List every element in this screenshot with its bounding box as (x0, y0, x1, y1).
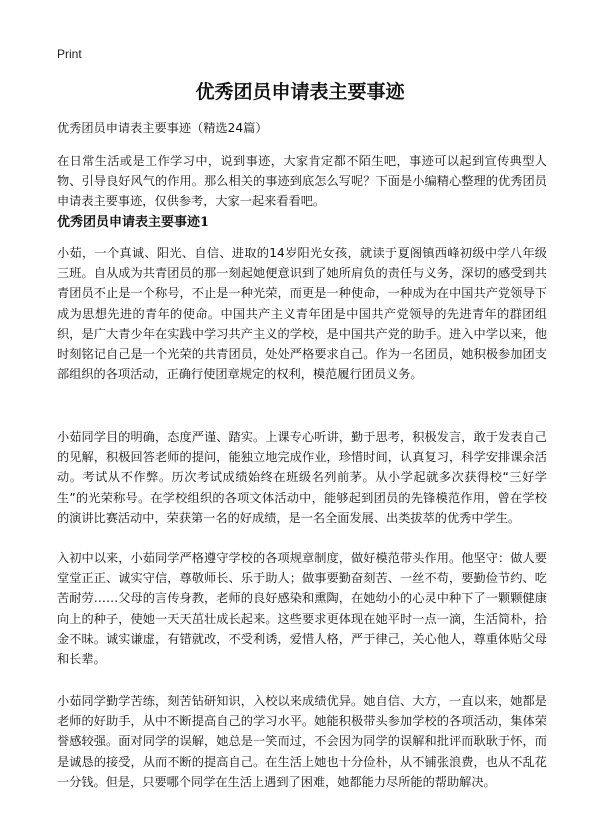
body-paragraph-3: 入初中以来，小茹同学严格遵守学校的各项规章制度，做好模范带头作用。他坚守：做人要堂堂正正、诚实守信，尊敬师长、乐于助人；做事要勤奋刻苦、一丝不苟，要勤俭节约、吃苦耐劳……父母的言传身教，老师的良好感染和熏陶，在她幼小的心灵中种下了一颗颗健康向上的种子，使她一天天茁壮成长起来。这些要求更体现在她平时一点一滴，生活简朴，拾金不昧。诚实谦虚，有错就改，不受利诱，爱惜人格，严于律己，关心他人，尊重体贴父母和长辈。 (57, 551, 547, 667)
body-paragraph-4: 小茹同学勤学苦练，刻苦钻研知识，入校以来成绩优异。她自信、大方，一直以来，她都是老师的好助手，从中不断提高自己的学习水平。她能积极带头参加学校的各项活动，集体荣誉感较强。面对同学的误解，她总是一笑而过，不会因为同学的误解和批评而耿耿于怀，而是诚恳的接受，从而不断的提高自己。在生活上她也十分俭朴，从不铺张浪费，也从不乱花一分钱。但是，只要哪个同学在生活上遇到了困难，她都能力尽所能的帮助解决。 (57, 694, 547, 789)
intro-paragraph: 在日常生活或是工作学习中，说到事迹，大家肯定都不陌生吧，事迹可以起到宣传典型人物、引导良好风气的作用。那么相关的事迹到底怎么写呢？下面是小编精心整理的优秀团员申请表主要事迹，仅供参考，大家一起来看看吧。 (57, 154, 547, 209)
section-heading-1 (57, 213, 547, 233)
body-paragraph-2: 小茹同学目的明确，态度严谨、踏实。上课专心听讲，勤于思考，积极发言，敢于发表自己的见解，积极回答老师的提问，能独立地完成作业，珍惜时间，认真复习，科学安排课余活动。考试从不作弊。历次考试成绩始终在班级名列前茅。从小学起就多次获得校“三好学生”的光荣称号。在学校组织的各项文体活动中，能够起到团员的先锋模范作用，曾在学校的演讲比赛活动中，荣获第一名的好成绩，是一名全面发展、出类拔萃的优秀中学生。 (57, 430, 547, 525)
print-link[interactable]: Print (57, 47, 82, 61)
page-title: 优秀团员申请表主要事迹 (195, 81, 405, 103)
body-paragraph-1: 小茹，一个真诚、阳光、自信、进取的14岁阳光女孩，就读于夏阁镇西峰初级中学八年级三班。自从成为共青团员的那一刻起她便意识到了她所肩负的责任与义务，深切的感受到共青团员不止是一个称号，不止是一种光荣，而更是一种使命，一种成为在中国共产党领导下成为思想先进的青年的使命。中国共产主义青年团是中国共产党领导的先进青年的群团组织，是广大青少年在实践中学习共产主义的学校，是中国共产党的助手。进入中学以来，他时刻铭记自己是一个光荣的共青团员，处处严格要求自己。作为一名团员，她积极参加团支部组织的各项活动，正确行使团章规定的权利，模范履行团员义务。 (57, 246, 547, 382)
section-heading-number: 1 (200, 215, 210, 230)
article-subtitle: 优秀团员申请表主要事迹（精选24篇） (57, 121, 268, 135)
section-heading-text: 优秀团员申请表主要事迹 (57, 215, 201, 230)
